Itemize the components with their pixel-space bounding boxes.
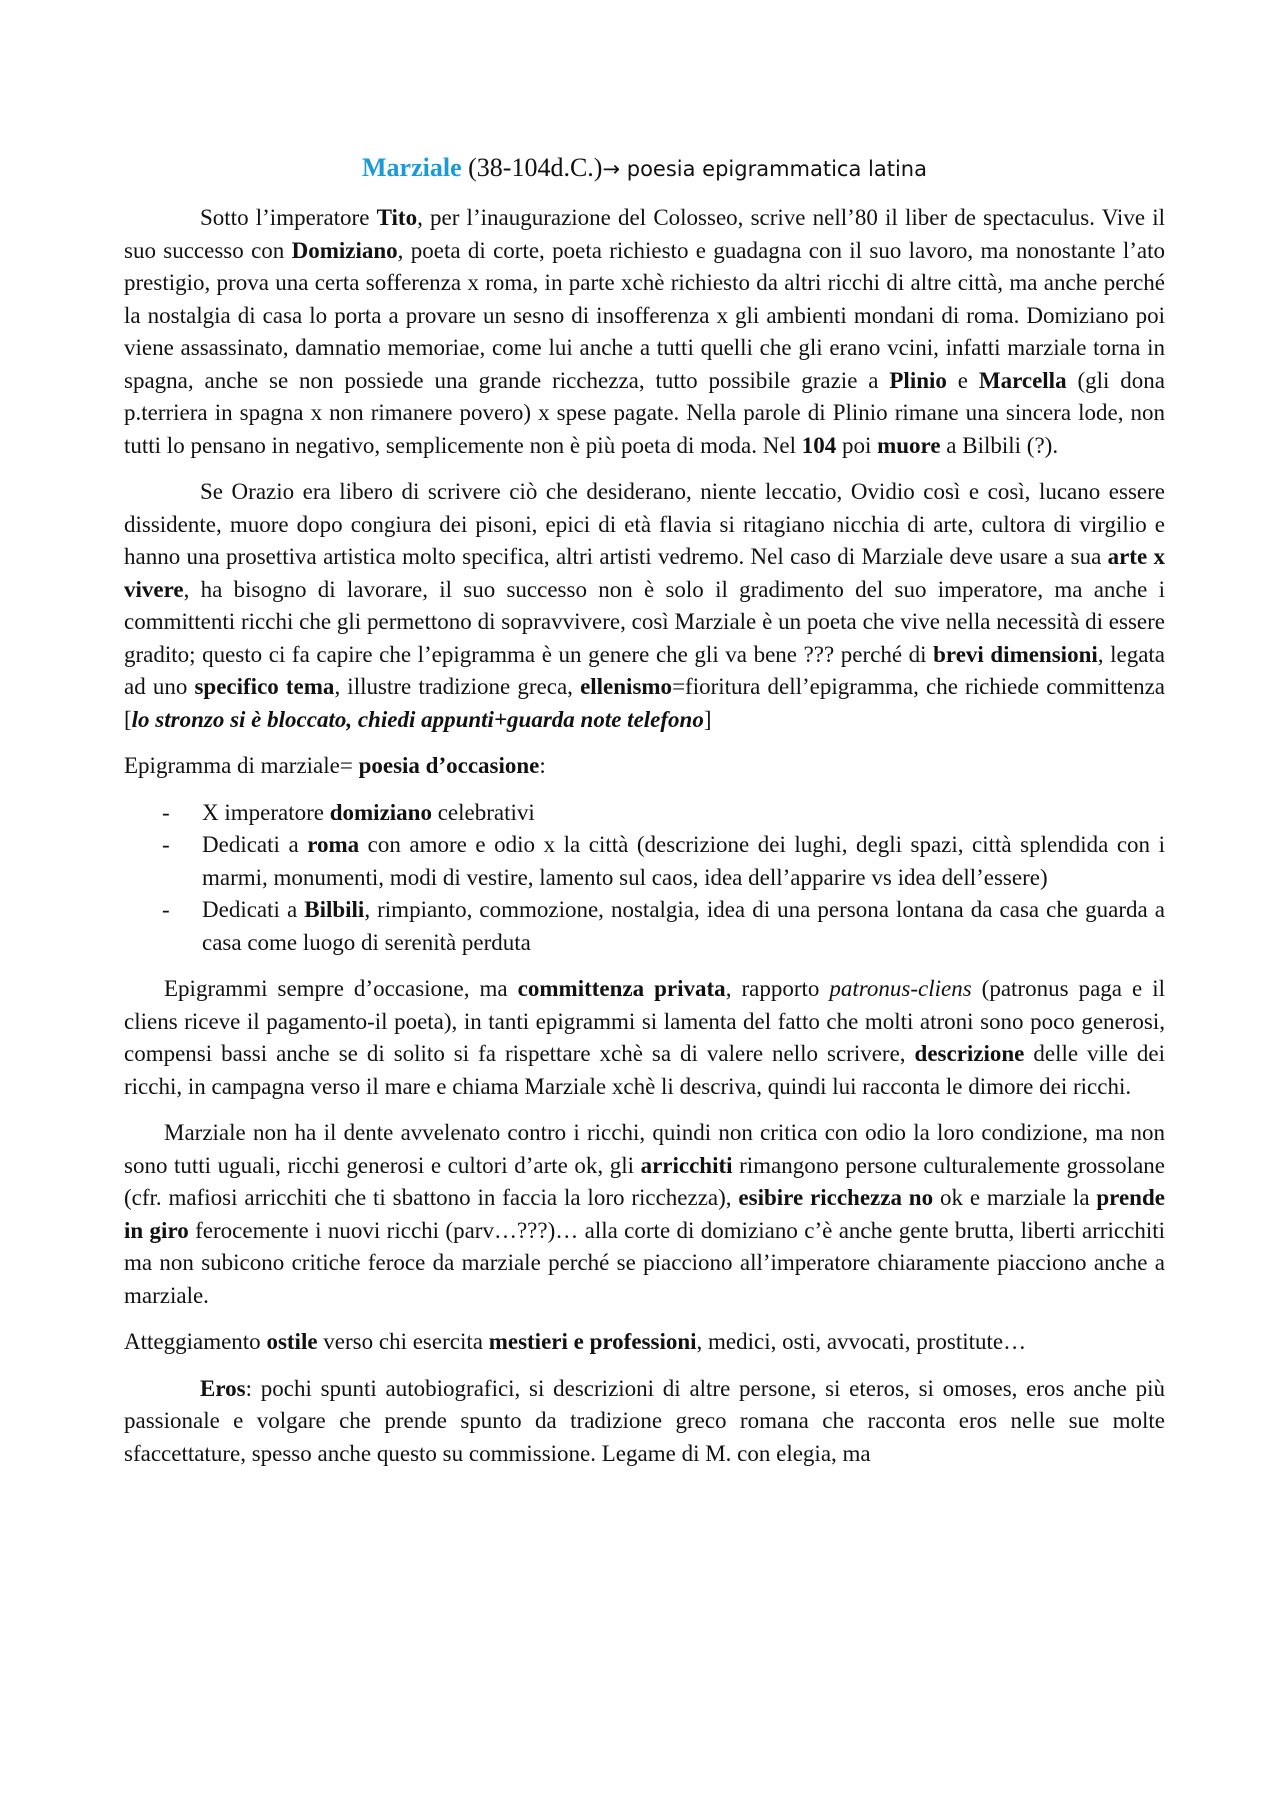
- paragraph-wealthy: Marziale non ha il dente avvelenato contro i ricchi, quindi non critica con odio la loro condizione, ma non sono tutti uguali, ricchi generosi e cultori d’arte ok, gli arricchiti rimangono persone culturalemente grossolane (cfr. mafiosi arricchiti che ti sbattono in faccia la loro ricchezza), esibire ricchezza no ok e marziale la prende in giro ferocemente i nuovi ricchi (parv…???)… alla corte di domiziano c’è anche gente brutta, liberti arricchiti ma non subicono critiche feroce da marziale perché se piacciono all’imperatore chiaramente piacciono anche a marziale.: [124, 1120, 1165, 1308]
- epigram-types-list: [124, 797, 1165, 960]
- arrow-icon: →: [602, 157, 621, 181]
- document-page: [124, 150, 1165, 1484]
- title-subject: poesia epigrammatica latina: [620, 157, 927, 181]
- list-item: - Dedicati a Bilbili, rimpianto, commozione, nostalgia, idea di una persona lontana da casa che guarda a casa come luogo di serenità perduta: [162, 897, 1165, 955]
- title-dates: (38-104d.C.): [461, 153, 603, 182]
- paragraph-professions: Atteggiamento ostile verso chi esercita mestieri e professioni, medici, osti, avvocati, prostitute…: [124, 1329, 1027, 1354]
- paragraph-epigram-heading: Epigramma di marziale= poesia d’occasione:: [124, 753, 546, 778]
- list-item: - X imperatore domiziano celebrativi: [162, 799, 535, 825]
- document-title: [124, 150, 1165, 187]
- paragraph-eros: Eros: pochi spunti autobiografici, si descrizioni di altre persone, si eteros, si omoses, eros anche più passionale e volgare che prende spunto da tradizione greco romana che racconta eros nelle sue molte sfaccettature, spesso anche questo su commissione. Legame di M. con elegia, ma: [124, 1375, 1165, 1466]
- paragraph-context: Se Orazio era libero di scrivere ciò che desiderano, niente leccatio, Ovidio così e così, lucano essere dissidente, muore dopo congiura dei pisoni, epici di età flavia si ritagiano nicchia di arte, cultora di virgilio e hanno una prosettiva artistica molto specifica, altri artisti vedremo. Nel caso di Marziale deve usare a sua arte x vivere, ha bisogno di lavorare, il suo successo non è solo il gradimento del suo imperatore, ma anche i committenti ricchi che gli permettono di sopravvivere, così Marziale è un poeta che vive nella necessità di essere gradito; questo ci fa capire che l’epigramma è un genere che gli va bene ??? perché di brevi dimensioni, legata ad uno specifico tema, illustre tradizione greca, ellenismo=fioritura dell’epigramma, che richiede committenza [lo stronzo si è bloccato, chiedi appunti+guarda note telefono]: [124, 479, 1166, 732]
- paragraph-patronage: Epigrammi sempre d’occasione, ma committenza privata, rapporto patronus-cliens (patronus paga e il cliens riceve il pagamento-il poeta), in tanti epigrammi si lamenta del fatto che molti atroni sono poco generosi, compensi bassi anche se di solito si fa rispettare xchè sa di valere nello scrivere, descrizione delle ville dei ricchi, in campagna verso il mare e chiama Marziale xchè li descriva, quindi lui racconta le dimore dei ricchi.: [124, 976, 1166, 1099]
- list-item: - Dedicati a roma con amore e odio x la città (descrizione dei lughi, degli spazi, città splendida con i marmi, monumenti, modi di vestire, lamento sul caos, idea dell’apparire vs idea dell’essere): [162, 832, 1165, 890]
- paragraph-biography: Sotto l’imperatore Tito, per l’inaugurazione del Colosseo, scrive nell’80 il liber de spectaculus. Vive il suo successo con Domiziano, poeta di corte, poeta richiesto e guadagna con il suo lavoro, ma nonostante l’ato prestigio, prova una certa sofferenza x roma, in parte xchè richiesto da altri ricchi di altre città, ma anche perché la nostalgia di casa lo porta a provare un sesno di insofferenza x gli ambienti mondani di roma. Domiziano poi viene assassinato, damnatio memoriae, come lui anche a tutti quelli che gli erano vcini, infatti marziale torna in spagna, anche se non possiede una grande ricchezza, tutto possibile grazie a Plinio e Marcella (gli dona p.terriera in spagna x non rimanere povero) x spese pagate. Nella parole di Plinio rimane una sincera lode, non tutti lo pensano in negativo, semplicemente non è più poeta di moda. Nel 104 poi muore a Bilbili (?).: [124, 205, 1166, 458]
- title-author-name: Marziale: [362, 153, 462, 182]
